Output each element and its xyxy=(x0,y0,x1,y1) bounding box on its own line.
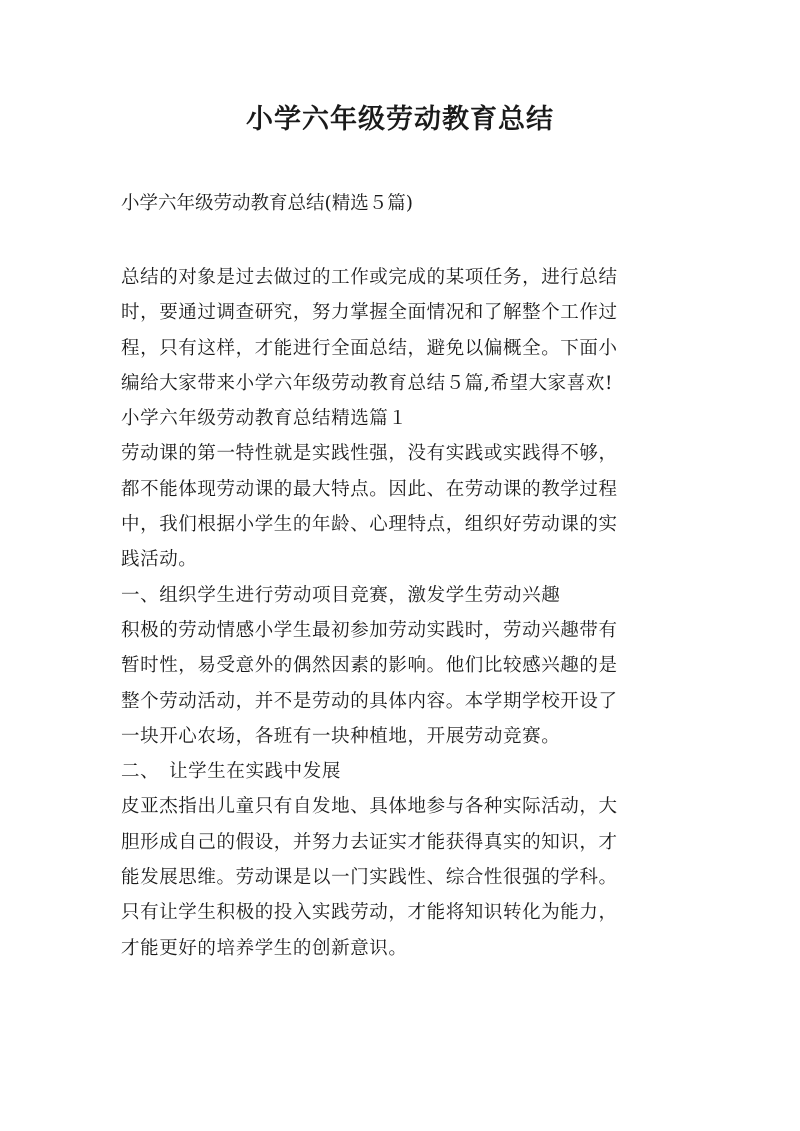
document-title: 小学六年级劳动教育总结 xyxy=(246,104,554,135)
paragraph-line: 践活动。 xyxy=(121,549,198,571)
paragraph-line: 时，要通过调查研究，努力掌握全面情况和了解整个工作过 xyxy=(121,302,618,324)
paragraph-line: 整个劳动活动，并不是劳动的具体内容。本学期学校开设了 xyxy=(121,690,618,712)
subsection-heading: 二、 让学生在实践中发展 xyxy=(121,761,341,783)
document-body xyxy=(121,260,691,966)
document-subtitle: 小学六年级劳动教育总结(精选５篇) xyxy=(121,193,413,214)
paragraph-line: 中，我们根据小学生的年龄、心理特点，组织好劳动课的实 xyxy=(121,514,618,536)
paragraph-line: 能发展思维。劳动课是以一门实践性、综合性很强的学科。 xyxy=(121,867,618,889)
paragraph-line: 程，只有这样，才能进行全面总结，避免以偏概全。下面小 xyxy=(121,337,618,359)
paragraph-line: 积极的劳动情感小学生最初参加劳动实践时，劳动兴趣带有 xyxy=(121,619,618,641)
paragraph-line: 皮亚杰指出儿童只有自发地、具体地参与各种实际活动，大 xyxy=(121,796,618,818)
section-heading: 小学六年级劳动教育总结精选篇１ xyxy=(121,408,408,430)
paragraph-line: 编给大家带来小学六年级劳动教育总结５篇,希望大家喜欢! xyxy=(121,372,614,394)
paragraph-line: 总结的对象是过去做过的工作或完成的某项任务，进行总结 xyxy=(121,267,618,288)
paragraph-line: 劳动课的第一特性就是实践性强，没有实践或实践得不够， xyxy=(121,443,618,465)
paragraph-line: 都不能体现劳动课的最大特点。因此、在劳动课的教学过程 xyxy=(121,478,618,500)
paragraph-line: 一块开心农场，各班有一块种植地，开展劳动竞赛。 xyxy=(121,725,561,747)
paragraph-line: 才能更好的培养学生的创新意识。 xyxy=(121,937,408,959)
paragraph-line: 胆形成自己的假设，并努力去证实才能获得真实的知识，才 xyxy=(121,831,618,853)
paragraph-line: 只有让学生积极的投入实践劳动，才能将知识转化为能力， xyxy=(121,902,618,924)
paragraph-line: 暂时性，易受意外的偶然因素的影响。他们比较感兴趣的是 xyxy=(121,655,618,677)
subsection-heading: 一、组织学生进行劳动项目竞赛，激发学生劳动兴趣 xyxy=(121,584,561,606)
